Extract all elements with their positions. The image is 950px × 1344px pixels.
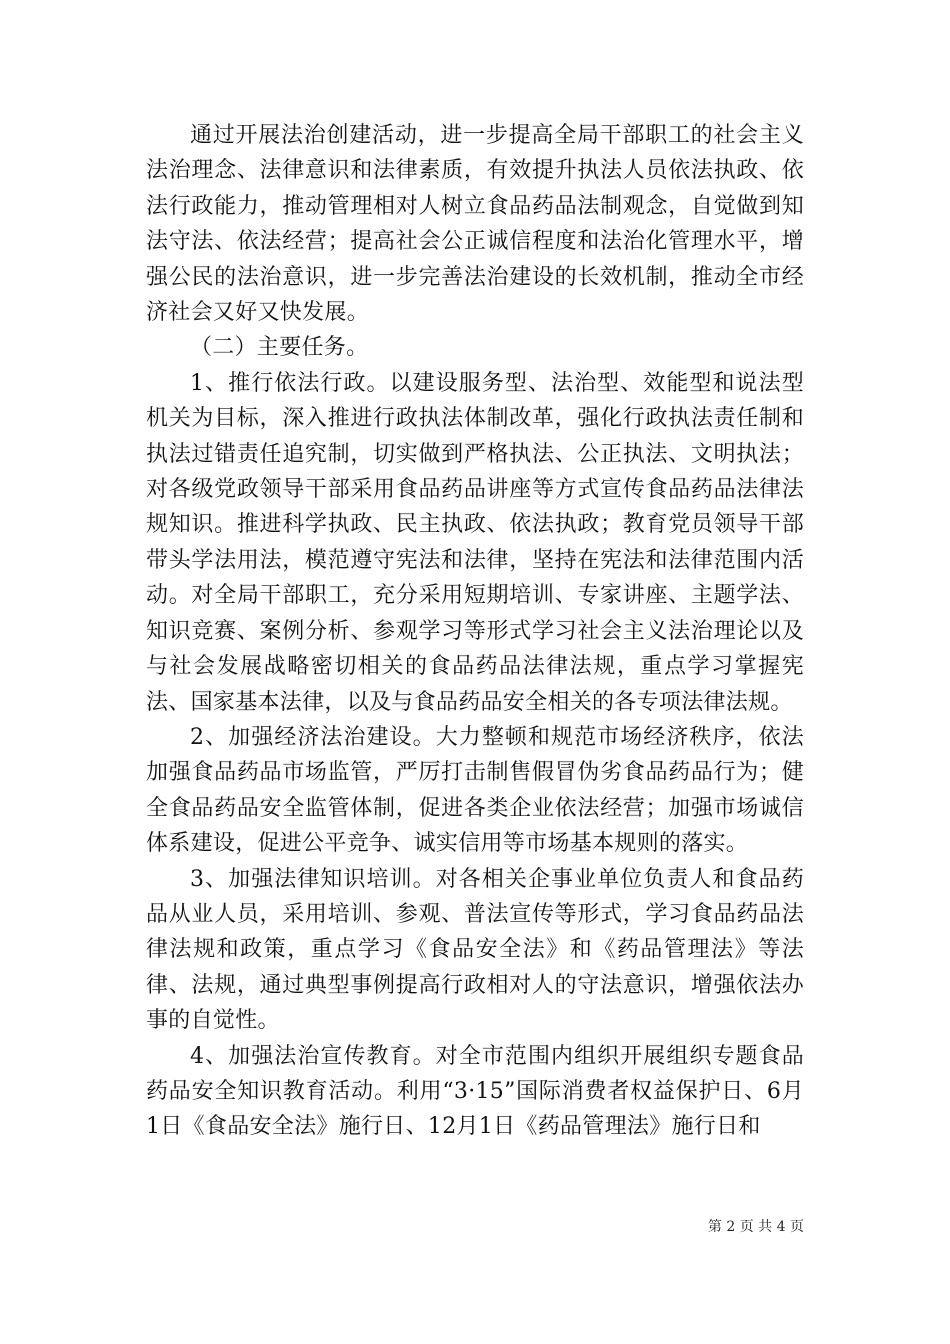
document-body xyxy=(146,118,804,1145)
paragraph-task-1: 1、推行依法行政。以建设服务型、法治型、效能型和说法型机关为目标，深入推进行政执法体制改革，强化行政执法责任制和执法过错责任追究制，切实做到严格执法、公正执法、文明执法；对各级党政领导干部采用食品药品讲座等方式宣传食品药品法律法规知识。推进科学执政、民主执政、依法执政；教育党员领导干部带头学法用法，模范遵守宪法和法律，坚持在宪法和法律范围内活动。对全局干部职工，充分采用短期培训、专家讲座、主题学法、知识竞赛、案例分析、参观学习等形式学习社会主义法治理论以及与社会发展战略密切相关的食品药品法律法规，重点学习掌握宪法、国家基本法律，以及与食品药品安全相关的各专项法律法规。 xyxy=(146,370,804,715)
paragraph-task-4: 4、加强法治宣传教育。对全市范围内组织开展组织专题食品药品安全知识教育活动。利用“3·15”国际消费者权益保护日、6月1日《食品安全法》施行日、12月1日《药品管理法》施行日和 xyxy=(146,1043,804,1140)
paragraph-task-3: 3、加强法律知识培训。对各相关企事业单位负责人和食品药品从业人员，采用培训、参观、普法宣传等形式，学习食品药品法律法规和政策，重点学习《食品安全法》和《药品管理法》等法律、法规，通过典型事例提高行政相对人的守法意识，增强依法办事的自觉性。 xyxy=(146,866,804,1034)
page-number-footer: 第 2 页 共 4 页 xyxy=(707,1219,804,1235)
paragraph-goal: 通过开展法治创建活动，进一步提高全局干部职工的社会主义法治理念、法律意识和法律素质，有效提升执法人员依法执政、依法行政能力，推动管理相对人树立食品药品法制观念，自觉做到知法守法、依法经营；提高社会公正诚信程度和法治化管理水平，增强公民的法治意识，进一步完善法治建设的长效机制，推动全市经济社会又好又快发展。 xyxy=(146,123,804,326)
paragraph-task-2: 2、加强经济法治建设。大力整顿和规范市场经济秩序，依法加强食品药品市场监管，严厉打击制售假冒伪劣食品药品行为；健全食品药品安全监管体制，促进各类企业依法经营；加强市场诚信体系建设，促进公平竞争、诚实信用等市场基本规则的落实。 xyxy=(146,724,804,857)
section-heading-main-tasks: （二）主要任务。 xyxy=(190,335,369,361)
